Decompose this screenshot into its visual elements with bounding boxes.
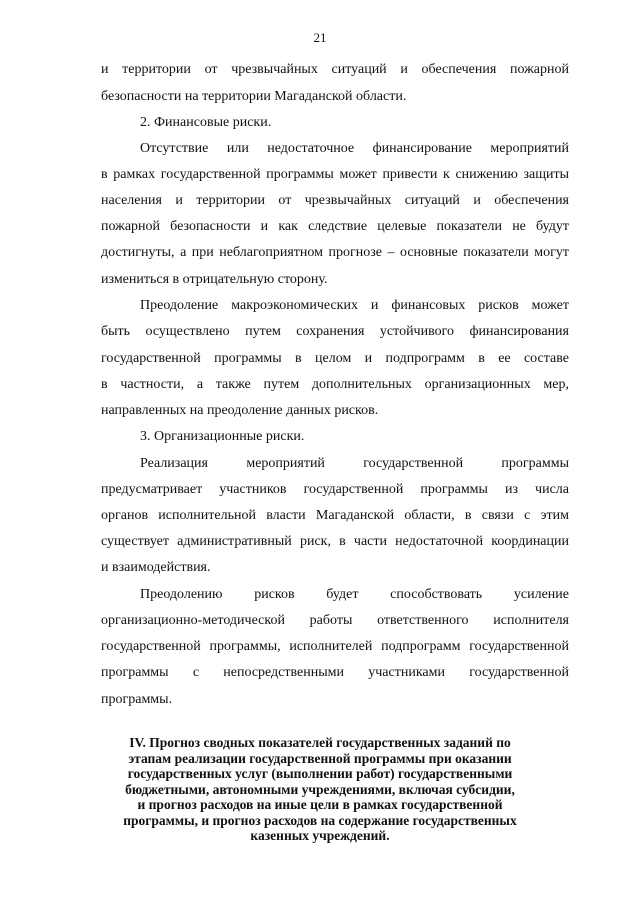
- body-line: в рамках государственной программы может привести к снижению защиты: [101, 167, 569, 182]
- section-title-line: государственных услуг (выполнении работ) государственными: [127, 766, 513, 781]
- body-line: достигнуты, а при неблагоприятном прогнозе – основные показатели могут: [101, 245, 569, 260]
- body-line: в частности, а также путем дополнительных организационных мер,: [101, 377, 569, 392]
- subsection-heading-organizational-risks: 3. Организационные риски.: [140, 429, 305, 444]
- body-line: предусматривает участников государственной программы из числа: [101, 482, 569, 497]
- section-title-line: и прогноз расходов на иные цели в рамках государственной: [137, 797, 503, 812]
- body-line: пожарной безопасности и как следствие целевые показатели не будут: [101, 219, 569, 234]
- body-line: безопасности на территории Магаданской области.: [101, 89, 407, 104]
- page-number: 21: [313, 30, 327, 45]
- body-line: программы.: [101, 692, 173, 707]
- body-line: и территории от чрезвычайных ситуаций и обеспечения пожарной: [101, 62, 569, 77]
- section-title: [95, 735, 545, 844]
- body-line: программы с непосредственными участниками государственной: [101, 665, 569, 680]
- section-title-line: бюджетными, автономными учреждениями, включая субсидии,: [125, 781, 515, 797]
- body-line: быть осуществлено путем сохранения устойчивого финансирования: [101, 324, 569, 339]
- section-title-line: IV. Прогноз сводных показателей государственных заданий по: [129, 735, 511, 750]
- body-line: государственной программы в целом и подпрограмм в ее составе: [101, 351, 569, 366]
- body-line: направленных на преодоление данных рисков.: [101, 403, 379, 418]
- section-title-line: программы, и прогноз расходов на содержание государственных: [123, 812, 517, 828]
- body-line: населения и территории от чрезвычайных ситуаций и обеспечения: [101, 193, 569, 208]
- body-line: Преодоление макроэкономических и финансовых рисков может: [140, 298, 569, 313]
- subsection-heading-financial-risks: 2. Финансовые риски.: [140, 115, 272, 130]
- body-line: органов исполнительной власти Магаданской области, в связи с этим: [101, 508, 569, 523]
- section-title-line: этапам реализации государственной программы при оказании: [128, 750, 512, 766]
- body-line: и взаимодействия.: [101, 560, 211, 575]
- body-line: государственной программы, исполнителей подпрограмм государственной: [101, 639, 569, 654]
- body-line: измениться в отрицательную сторону.: [101, 272, 328, 287]
- body-line: Реализация мероприятий государственной программы: [140, 456, 569, 471]
- section-title-line: казенных учреждений.: [250, 828, 390, 843]
- body-line: существует административный риск, в части недостаточной координации: [101, 534, 569, 549]
- body-line: организационно-методической работы ответственного исполнителя: [101, 613, 569, 628]
- body-line: Отсутствие или недостаточное финансирование мероприятий: [140, 141, 569, 156]
- body-line: Преодолению рисков будет способствовать усиление: [140, 587, 569, 602]
